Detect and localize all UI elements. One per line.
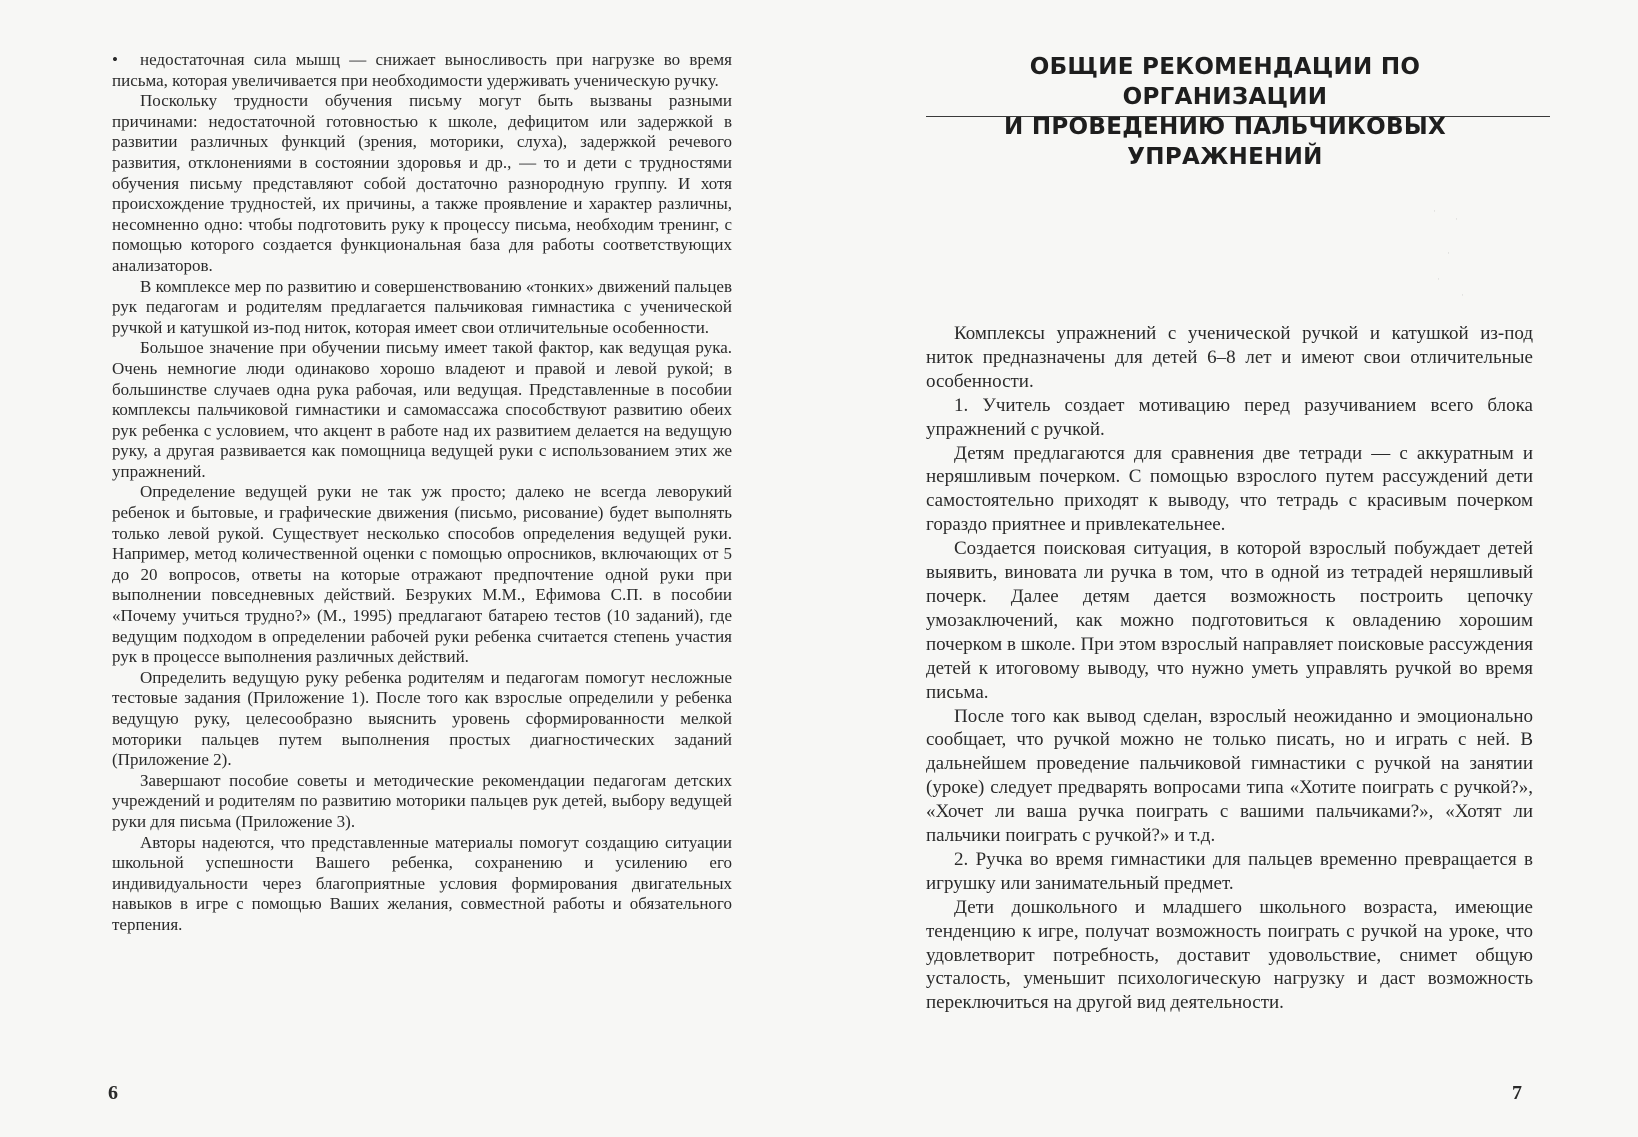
- heading-line: И ПРОВЕДЕНИЮ ПАЛЬЧИКОВЫХ УПРАЖНЕНИЙ: [1003, 114, 1447, 170]
- heading-divider: [926, 116, 1550, 117]
- bullet-icon: •: [112, 50, 118, 69]
- right-page-text: [926, 322, 1533, 1015]
- paragraph: Завершают пособие советы и методические рекомендации педагогам детских учреждений и родителям по развитию моторики пальцев рук детей, выбору ведущей руки для письма (Приложение 3).: [112, 770, 732, 831]
- paragraph: Поскольку трудности обучения письму могут быть вызваны разными причинами: недостаточной готовностью к школе, дефицитом или задержкой в развитии различных функций (зрения, моторики, слуха), задержкой речевого развития, отклонениями в состоянии здоровья и др., — то и дети с трудностями обучения письму представляют собой достаточно разнородную группу. И хотя происхождение трудностей, их причины, а также проявление и характер различны, несомненно одно: чтобы подготовить руку к процессу письма, необходим тренинг, с помощью которого создается функциональная база для работы соответствующих анализаторов.: [112, 91, 732, 275]
- paragraph: Определение ведущей руки не так уж просто; далеко не всегда леворукий ребенок и бытовые, и графические движения (письмо, рисование) будет выполнять только левой рукой. Существует несколько способов определения ведущей руки. Например, метод количественной оценки с помощью опросников, включающих от 5 до 20 вопросов, ответы на которые отражают предпочтение одной руки при выполнении повседневных действий. Безруких М.М., Ефимова С.П. в пособии «Почему учиться трудно?» (М., 1995) предлагают батарею тестов (10 заданий), где ведущим подходом в определении рабочей руки ребенка считается степень участия рук в процессе выполнения различных действий.: [112, 482, 732, 667]
- heading-line: ОБЩИЕ РЕКОМЕНДАЦИИ ПО ОРГАНИЗАЦИИ: [1029, 54, 1421, 110]
- bullet-paragraph: • недостаточная сила мышц — снижает выносливость при нагрузке во время письма, которая увеличивается при необходимости удерживать ученическую ручку.: [112, 50, 732, 90]
- paragraph: Создается поисковая ситуация, в которой взрослый побуждает детей выявить, виновата ли ручка в том, что в одной из тетрадей неряшливый почерк. Далее детям дается возможность построить цепочку умозаключений, как можно подготовиться к овладению хорошим почерком в школе. При этом взрослый направляет поисковые рассуждения детей к итоговому выводу, что нужно уметь управлять ручкой во время письма.: [926, 538, 1533, 703]
- paragraph: После того как вывод сделан, взрослый неожиданно и эмоционально сообщает, что ручкой можно не только писать, но и играть с ней. В дальнейшем проведение пальчиковой гимнастики с ручкой на занятии (уроке) следует предварять вопросами типа «Хотите поиграть с ручкой?», «Хочет ли ваша ручка поиграть с вашими пальчиками?», «Хотят ли пальчики поиграть с ручкой?» и т.д.: [926, 705, 1533, 847]
- paragraph: Большое значение при обучении письму имеет такой фактор, как ведущая рука. Очень немногие люди одинаково хорошо владеют и правой и левой рукой; в большинстве случаев одна рука рабочая, или ведущая. Представленные в пособии комплексы пальчиковой гимнастики и самомассажа способствуют развитию обеих рук ребенка с условием, что акцент в работе над их развитием делается на ведущую руку, а другая развивается как помощница ведущей руки с использованием этих же упражнений.: [112, 338, 732, 481]
- page-number-left: 6: [108, 1082, 118, 1104]
- paragraph: Авторы надеются, что представленные материалы помогут создащию ситуации школьной успешности Вашего ребенка, сохранению и усилению его индивидуальности через благоприятные условия формирования двигательных навыков в игре с помощью Ваших желания, совместной работы и обязательного терпения.: [112, 832, 732, 934]
- paragraph: В комплексе мер по развитию и совершенствованию «тонких» движений пальцев рук педагогам и родителям предлагается пальчиковая гимнастика с ученической ручкой и катушкой из-под ниток, которая имеет свои отличительные особенности.: [112, 276, 732, 337]
- paragraph: 1. Учитель создает мотивацию перед разучиванием всего блока упражнений с ручкой.: [926, 394, 1533, 440]
- page-number-right: 7: [1512, 1082, 1522, 1104]
- paragraph: Дети дошкольного и младшего школьного возраста, имеющие тенденцию к игре, получат возможность поиграть с ручкой на уроке, что удовлетворит потребность, доставит удовольствие, снимет общую усталость, уменьшит психологическую нагрузку и даст возможность переключиться на другой вид деятельности.: [926, 896, 1533, 1014]
- section-heading: [935, 52, 1515, 172]
- left-page-text: [112, 50, 732, 936]
- scan-noise: · · · · ·: [1433, 206, 1464, 300]
- paragraph: Детям предлагаются для сравнения две тетради — с аккуратным и неряшливым почерком. С помощью взрослого путем рассуждений дети самостоятельно приходят к выводу, что тетрадь с красивым почерком гораздо приятнее и привлекательнее.: [926, 442, 1533, 536]
- paragraph: Комплексы упражнений с ученической ручкой и катушкой из-под ниток предназначены для детей 6–8 лет и имеют свои отличительные особенности.: [926, 323, 1533, 392]
- paragraph: Определить ведущую руку ребенка родителям и педагогам помогут несложные тестовые задания (Приложение 1). После того как взрослые определили у ребенка ведущую руку, целесообразно выяснить уровень сформированности мелкой моторики пальцев путем выполнения простых диагностических заданий (Приложение 2).: [112, 667, 732, 770]
- paragraph: 2. Ручка во время гимнастики для пальцев временно превращается в игрушку или занимательный предмет.: [926, 848, 1533, 894]
